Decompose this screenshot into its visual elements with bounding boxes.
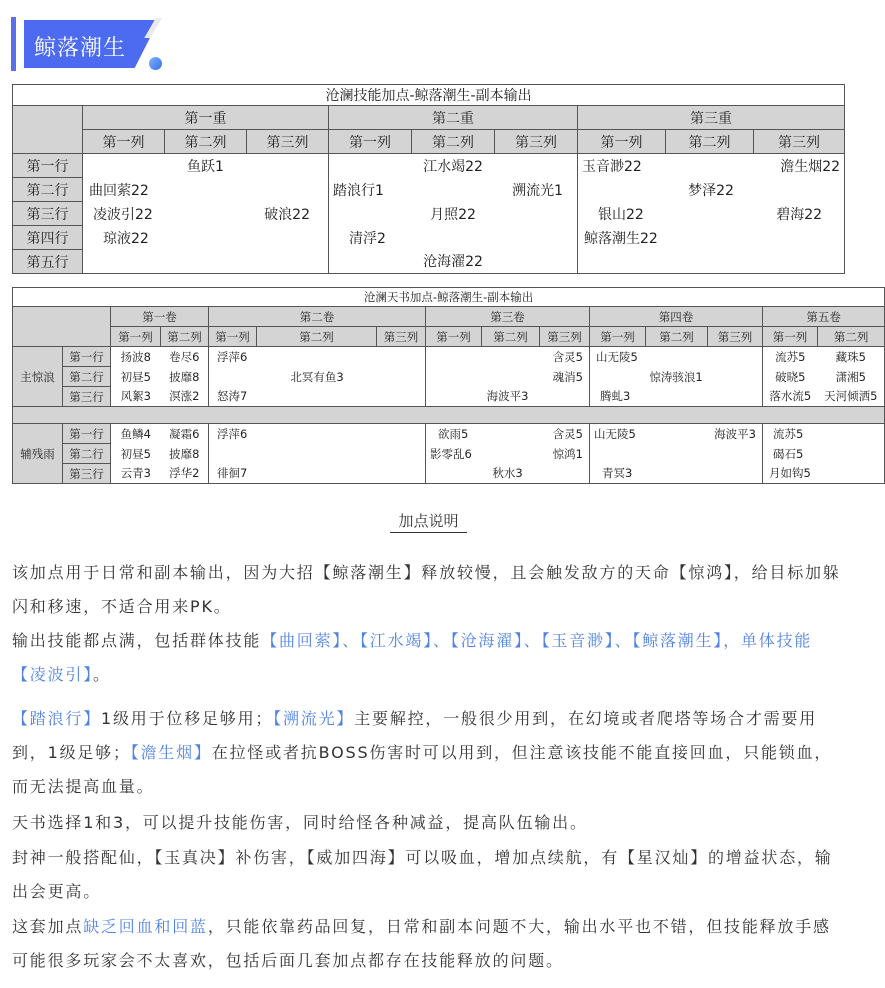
- book-cell: 北冥有鱼3: [209, 367, 426, 387]
- table-corner: [13, 106, 83, 154]
- skill-name: 破浪22: [264, 206, 310, 223]
- book-name: 含灵5: [552, 426, 583, 441]
- book-cell: 初昼5: [111, 444, 161, 464]
- column-header: 第二列: [666, 130, 754, 154]
- row-header: 第二行: [63, 367, 111, 387]
- book-table: [12, 287, 885, 484]
- book-cell: 青冥3: [590, 464, 763, 484]
- book-cell: 鱼鳞4: [111, 424, 161, 444]
- column-header: 第二列: [412, 130, 495, 154]
- skill-cell: [578, 250, 845, 274]
- column-header: 第一列: [590, 327, 646, 347]
- skill-cell: 鲸落潮生22: [578, 226, 845, 250]
- skill-name: 澹生烟22: [780, 158, 841, 175]
- skill-table: [12, 84, 845, 274]
- skill-cell: 曲回萦22: [83, 178, 329, 202]
- book-cell: [590, 444, 763, 464]
- paragraph: [12, 702, 844, 804]
- column-header: 第一列: [209, 327, 257, 347]
- skill-cell: 清浮2: [329, 226, 578, 250]
- book-cell: [426, 424, 590, 444]
- paragraph-text: 主要解控，一般很少用到，在幻境或者爬塔等场合才需要用到，1级足够；: [12, 709, 818, 762]
- book-cell: [590, 424, 763, 444]
- column-header: 第一列: [111, 327, 161, 347]
- book-cell: 怒涛7: [209, 387, 426, 407]
- column-header: 第三列: [708, 327, 763, 347]
- row-header: 第三行: [63, 464, 111, 484]
- skill-name: 银山22: [598, 206, 644, 223]
- paragraph-text: 。: [93, 665, 111, 684]
- column-header: 第二列: [646, 327, 708, 347]
- row-header: 第二行: [13, 178, 83, 202]
- column-header: 第二列: [257, 327, 377, 347]
- book-cell: 秋水3: [426, 464, 590, 484]
- column-header: 第一列: [578, 130, 666, 154]
- book-cell: 披靡8: [161, 444, 209, 464]
- section-separator: [13, 407, 885, 424]
- group-header: 第三重: [578, 106, 845, 130]
- row-header: 第五行: [13, 250, 83, 274]
- book-cell: [426, 444, 590, 464]
- skill-cell: [83, 250, 329, 274]
- book-cell: 扬波8: [111, 347, 161, 367]
- header-accent-bar: [11, 17, 16, 71]
- paragraph-text: 输出技能都点满，包括群体技能: [12, 631, 262, 650]
- skill-name: 凌波引22: [93, 206, 153, 223]
- page-title: 鲸落潮生: [34, 36, 127, 61]
- skill-cell: [329, 178, 578, 202]
- book-table-caption: 沧澜天书加点-鲸落潮生-副本输出: [13, 288, 885, 307]
- skill-cell: 鱼跃1: [83, 154, 329, 178]
- book-cell: 流苏5: [763, 347, 818, 367]
- paragraph-text: ，只能依靠药品回复，日常和副本问题不大，输出水平也不错，但技能释放手感可能很多玩家会不太喜欢，包括后面几套加点都存在技能释放的问题。: [12, 917, 831, 970]
- row-header: 第一行: [13, 154, 83, 178]
- group-header: 第二重: [329, 106, 578, 130]
- skill-name: 溯流光1: [512, 182, 563, 199]
- paragraph: 封神一般搭配仙，【玉真决】补伤害，【威加四海】可以吸血，增加点续航，有【星汉灿】的增益状态，输出会更高。: [12, 848, 833, 901]
- volume-header: 第四卷: [590, 307, 763, 327]
- highlight-text: 【踏浪行】: [12, 709, 102, 728]
- highlight-text: 缺乏回血和回蓝: [83, 917, 208, 936]
- row-header: 第二行: [63, 444, 111, 464]
- skill-cell: [83, 202, 329, 226]
- paragraph: 该加点用于日常和副本输出，因为大招【鲸落潮生】释放较慢，且会触发敌方的天命【惊鸿】，给目标加躲闪和移速，不适合用来PK。: [12, 563, 841, 616]
- skill-name: 踏浪行1: [333, 182, 384, 199]
- section-label-main: 主惊浪: [13, 347, 63, 407]
- book-cell: 天河倾洒5: [818, 387, 885, 407]
- skill-cell: 梦泽22: [578, 178, 845, 202]
- book-cell: 腾虬3: [590, 387, 763, 407]
- book-cell: 凝霜6: [161, 424, 209, 444]
- book-name: 惊鸿1: [552, 446, 583, 461]
- group-header: 第一重: [83, 106, 329, 130]
- section-subtitle: 加点说明: [398, 512, 459, 530]
- book-cell: 碣石5: [763, 444, 885, 464]
- book-name: 海波平3: [714, 426, 756, 441]
- book-name: 欲雨5: [438, 426, 469, 441]
- section-label-aux: 辅残雨: [13, 424, 63, 484]
- paragraph: [12, 624, 844, 692]
- skill-cell: 琼液22: [83, 226, 329, 250]
- row-header: 第三行: [63, 387, 111, 407]
- volume-header: 第一卷: [111, 307, 209, 327]
- column-header: 第三列: [377, 327, 426, 347]
- book-cell: 月如钩5: [763, 464, 885, 484]
- book-cell: 浮萍6: [209, 347, 426, 367]
- book-cell: 山无陵5: [590, 347, 763, 367]
- paragraph-text: 在拉怪或者抗BOSS伤害时可以用到，但注意该技能不能直接回血，只能锁血，而无法提高血量。: [12, 743, 833, 796]
- skill-cell: 江水竭22: [329, 154, 578, 178]
- paragraph-text: 这套加点: [12, 917, 84, 936]
- column-header: 第一列: [763, 327, 818, 347]
- highlight-text: 【曲回萦】、【江水竭】、【沧海濯】、【玉音渺】、【鲸落潮生】，单体技能【凌波引】: [12, 631, 813, 684]
- column-header: 第二列: [482, 327, 540, 347]
- volume-header: 第二卷: [209, 307, 426, 327]
- paragraph: [12, 910, 844, 978]
- row-header: 第一行: [63, 347, 111, 367]
- skill-cell: [578, 202, 845, 226]
- book-cell: 风絮3: [111, 387, 161, 407]
- book-cell: 浮华2: [161, 464, 209, 484]
- book-cell: 浮萍6: [209, 424, 426, 444]
- book-cell: 披靡8: [161, 367, 209, 387]
- table-corner: [13, 307, 111, 347]
- book-cell: 惊涛骇浪1: [590, 367, 763, 387]
- column-header: 第一列: [329, 130, 412, 154]
- subtitle-underline: [390, 532, 467, 533]
- book-cell: 含灵5: [426, 347, 590, 367]
- book-cell: 落水流5: [763, 387, 818, 407]
- book-cell: 破晓5: [763, 367, 818, 387]
- header-dot-decoration: [149, 57, 162, 70]
- column-header: 第二列: [818, 327, 885, 347]
- book-cell: 云青3: [111, 464, 161, 484]
- book-cell: 初昼5: [111, 367, 161, 387]
- book-cell: 海波平3: [426, 387, 590, 407]
- column-header: 第三列: [540, 327, 590, 347]
- book-cell: 溟涨2: [161, 387, 209, 407]
- highlight-text: 【澹生烟】: [130, 743, 212, 762]
- book-name: 影零乱6: [430, 446, 472, 461]
- skill-cell: [578, 154, 845, 178]
- highlight-text: 【溯流光】: [273, 709, 355, 728]
- paragraph: 天书选择1和3，可以提升技能伤害，同时给怪各种减益，提高队伍输出。: [12, 813, 588, 832]
- column-header: 第一列: [83, 130, 165, 154]
- column-header: 第二列: [165, 130, 247, 154]
- book-cell: 潇湘5: [818, 367, 885, 387]
- skill-cell: 月照22: [329, 202, 578, 226]
- column-header: 第三列: [495, 130, 578, 154]
- book-cell: [209, 444, 426, 464]
- skill-table-caption: 沧澜技能加点-鲸落潮生-副本输出: [13, 85, 845, 106]
- row-header: 第一行: [63, 424, 111, 444]
- row-header: 第四行: [13, 226, 83, 250]
- column-header: 第二列: [161, 327, 209, 347]
- column-header: 第三列: [754, 130, 845, 154]
- book-cell: 流苏5: [763, 424, 885, 444]
- book-name: 山无陵5: [594, 426, 636, 441]
- book-cell: 魂消5: [426, 367, 590, 387]
- volume-header: 第五卷: [763, 307, 885, 327]
- row-header: 第三行: [13, 202, 83, 226]
- paragraph-text: 1级用于位移足够用；: [101, 709, 274, 728]
- column-header: 第三列: [247, 130, 329, 154]
- column-header: 第一列: [426, 327, 482, 347]
- book-cell: 藏珠5: [818, 347, 885, 367]
- book-cell: 卷尽6: [161, 347, 209, 367]
- skill-name: 碧海22: [776, 206, 823, 223]
- skill-name: 玉音渺22: [582, 158, 642, 175]
- book-cell: 徘徊7: [209, 464, 426, 484]
- volume-header: 第三卷: [426, 307, 590, 327]
- skill-cell: 沧海濯22: [329, 250, 578, 274]
